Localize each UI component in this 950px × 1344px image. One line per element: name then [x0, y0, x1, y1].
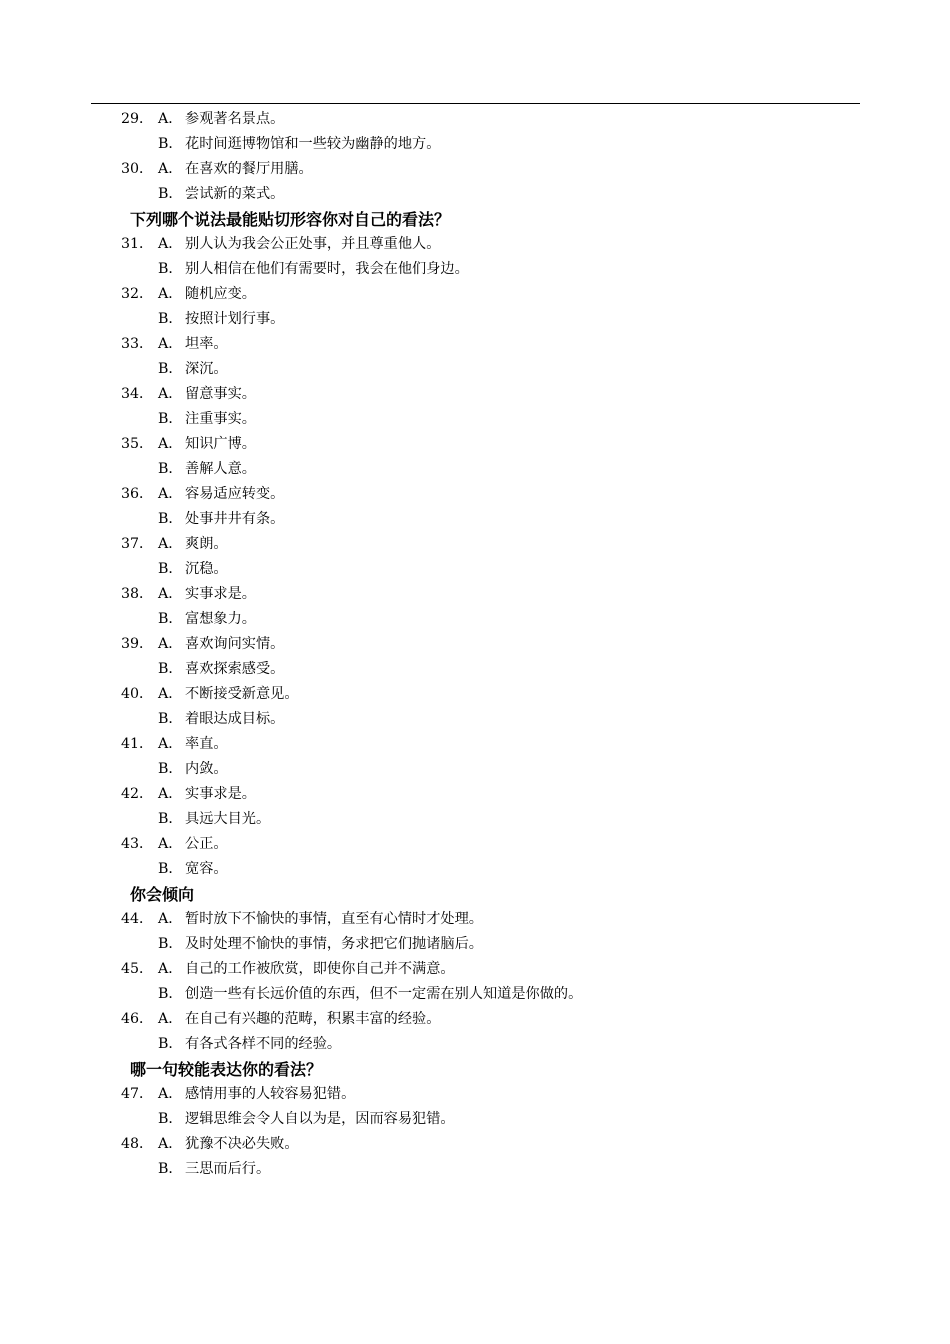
- question-number: 47．: [121, 1086, 154, 1102]
- option-letter: B．: [158, 186, 183, 202]
- option-letter: A．: [158, 336, 183, 352]
- option-text: 善解人意。: [185, 461, 256, 477]
- option-text: 创造一些有长远价值的东西，但不一定需在别人知道是你做的。: [185, 986, 583, 1002]
- question-number: 48．: [121, 1136, 154, 1152]
- option-letter: A．: [158, 636, 183, 652]
- question-option: [0, 782, 950, 807]
- question-option: [0, 1032, 950, 1057]
- question-number: 39．: [121, 636, 154, 652]
- option-text: 逻辑思维会令人自以为是，因而容易犯错。: [185, 1111, 455, 1127]
- option-text: 容易适应转变。: [185, 486, 285, 502]
- option-text: 别人相信在他们有需要时，我会在他们身边。: [185, 261, 469, 277]
- option-letter: B．: [158, 561, 183, 577]
- option-text: 沉稳。: [185, 561, 228, 577]
- question-option: [0, 1157, 950, 1182]
- option-letter: A．: [158, 486, 183, 502]
- question-option: [0, 157, 950, 182]
- section-heading: 下列哪个说法最能贴切形容你对自己的看法？: [130, 210, 451, 229]
- option-text: 在自己有兴趣的范畴，积累丰富的经验。: [185, 1011, 441, 1027]
- option-text: 随机应变。: [185, 286, 256, 302]
- option-letter: B．: [158, 1161, 183, 1177]
- question-option: [0, 182, 950, 207]
- option-letter: B．: [158, 986, 183, 1002]
- option-text: 犹豫不决必失败。: [185, 1136, 299, 1152]
- question-option: [0, 1007, 950, 1032]
- option-text: 尝试新的菜式。: [185, 186, 285, 202]
- option-letter: B．: [158, 1111, 183, 1127]
- section-heading: 你会倾向: [130, 885, 195, 904]
- question-number: 46．: [121, 1011, 154, 1027]
- question-option: [0, 757, 950, 782]
- question-option: [0, 432, 950, 457]
- question-number: 30．: [121, 161, 154, 177]
- question-option: [0, 832, 950, 857]
- option-letter: B．: [158, 461, 183, 477]
- option-letter: B．: [158, 136, 183, 152]
- question-option: [0, 557, 950, 582]
- question-option: [0, 1132, 950, 1157]
- option-text: 知识广博。: [185, 436, 256, 452]
- option-text: 喜欢探索感受。: [185, 661, 285, 677]
- option-text: 及时处理不愉快的事情，务求把它们抛诸脑后。: [185, 936, 483, 952]
- option-text: 坦率。: [185, 336, 228, 352]
- question-option: [0, 957, 950, 982]
- option-text: 宽容。: [185, 861, 228, 877]
- question-option: [0, 857, 950, 882]
- question-option: [0, 907, 950, 932]
- option-text: 喜欢询问实情。: [185, 636, 285, 652]
- option-text: 留意事实。: [185, 386, 256, 402]
- question-option: [0, 607, 950, 632]
- option-text: 花时间逛博物馆和一些较为幽静的地方。: [185, 136, 441, 152]
- option-letter: A．: [158, 236, 183, 252]
- question-option: [0, 307, 950, 332]
- question-number: 31．: [121, 236, 154, 252]
- option-text: 率直。: [185, 736, 228, 752]
- option-text: 参观著名景点。: [185, 111, 285, 127]
- question-number: 36．: [121, 486, 154, 502]
- option-text: 注重事实。: [185, 411, 256, 427]
- question-option: [0, 357, 950, 382]
- option-text: 不断接受新意见。: [185, 686, 299, 702]
- option-text: 有各式各样不同的经验。: [185, 1036, 342, 1052]
- option-letter: B．: [158, 361, 183, 377]
- question-option: [0, 507, 950, 532]
- question-option: [0, 532, 950, 557]
- option-letter: B．: [158, 611, 183, 627]
- option-letter: A．: [158, 786, 183, 802]
- question-option: [0, 1107, 950, 1132]
- option-text: 公正。: [185, 836, 228, 852]
- question-number: 42．: [121, 786, 154, 802]
- option-letter: B．: [158, 861, 183, 877]
- option-text: 三思而后行。: [185, 1161, 271, 1177]
- question-number: 45．: [121, 961, 154, 977]
- question-number: 44．: [121, 911, 154, 927]
- option-letter: B．: [158, 811, 183, 827]
- option-letter: A．: [158, 1136, 183, 1152]
- option-letter: A．: [158, 836, 183, 852]
- option-letter: A．: [158, 436, 183, 452]
- option-text: 自己的工作被欣赏，即使你自己并不满意。: [185, 961, 455, 977]
- question-option: [0, 582, 950, 607]
- question-option: [0, 707, 950, 732]
- question-option: [0, 382, 950, 407]
- option-letter: A．: [158, 1011, 183, 1027]
- question-option: [0, 482, 950, 507]
- question-option: [0, 107, 950, 132]
- question-number: 38．: [121, 586, 154, 602]
- option-letter: B．: [158, 311, 183, 327]
- option-letter: B．: [158, 511, 183, 527]
- question-number: 32．: [121, 286, 154, 302]
- question-option: [0, 1082, 950, 1107]
- option-text: 爽朗。: [185, 536, 228, 552]
- question-option: [0, 407, 950, 432]
- option-letter: B．: [158, 261, 183, 277]
- option-text: 内敛。: [185, 761, 228, 777]
- option-letter: B．: [158, 936, 183, 952]
- option-letter: A．: [158, 736, 183, 752]
- question-number: 34．: [121, 386, 154, 402]
- question-option: [0, 257, 950, 282]
- question-option: [0, 982, 950, 1007]
- option-letter: B．: [158, 711, 183, 727]
- question-option: [0, 807, 950, 832]
- option-letter: A．: [158, 286, 183, 302]
- option-letter: A．: [158, 686, 183, 702]
- option-text: 别人认为我会公正处事，并且尊重他人。: [185, 236, 441, 252]
- option-letter: A．: [158, 911, 183, 927]
- option-text: 具远大目光。: [185, 811, 271, 827]
- option-letter: B．: [158, 761, 183, 777]
- question-number: 37．: [121, 536, 154, 552]
- option-text: 在喜欢的餐厅用膳。: [185, 161, 313, 177]
- question-option: [0, 682, 950, 707]
- option-letter: B．: [158, 1036, 183, 1052]
- option-text: 实事求是。: [185, 586, 256, 602]
- question-option: [0, 657, 950, 682]
- question-number: 35．: [121, 436, 154, 452]
- question-number: 40．: [121, 686, 154, 702]
- option-text: 感情用事的人较容易犯错。: [185, 1086, 356, 1102]
- question-option: [0, 732, 950, 757]
- option-text: 暂时放下不愉快的事情，直至有心情时才处理。: [185, 911, 483, 927]
- option-letter: B．: [158, 661, 183, 677]
- question-number: 29．: [121, 111, 154, 127]
- question-number: 33．: [121, 336, 154, 352]
- question-option: [0, 132, 950, 157]
- question-option: [0, 632, 950, 657]
- option-letter: A．: [158, 586, 183, 602]
- option-letter: A．: [158, 536, 183, 552]
- option-text: 深沉。: [185, 361, 228, 377]
- questionnaire: [0, 107, 950, 1182]
- section-heading: 哪一句较能表达你的看法？: [130, 1060, 323, 1079]
- option-text: 实事求是。: [185, 786, 256, 802]
- question-option: [0, 232, 950, 257]
- question-option: [0, 282, 950, 307]
- option-letter: A．: [158, 111, 183, 127]
- question-option: [0, 932, 950, 957]
- option-letter: A．: [158, 1086, 183, 1102]
- header-rule: [91, 103, 860, 104]
- option-text: 处事井井有条。: [185, 511, 285, 527]
- question-number: 41．: [121, 736, 154, 752]
- option-text: 着眼达成目标。: [185, 711, 285, 727]
- option-letter: A．: [158, 386, 183, 402]
- option-text: 按照计划行事。: [185, 311, 285, 327]
- question-option: [0, 457, 950, 482]
- option-letter: A．: [158, 161, 183, 177]
- question-option: [0, 332, 950, 357]
- option-text: 富想象力。: [185, 611, 256, 627]
- option-letter: A．: [158, 961, 183, 977]
- question-number: 43．: [121, 836, 154, 852]
- option-letter: B．: [158, 411, 183, 427]
